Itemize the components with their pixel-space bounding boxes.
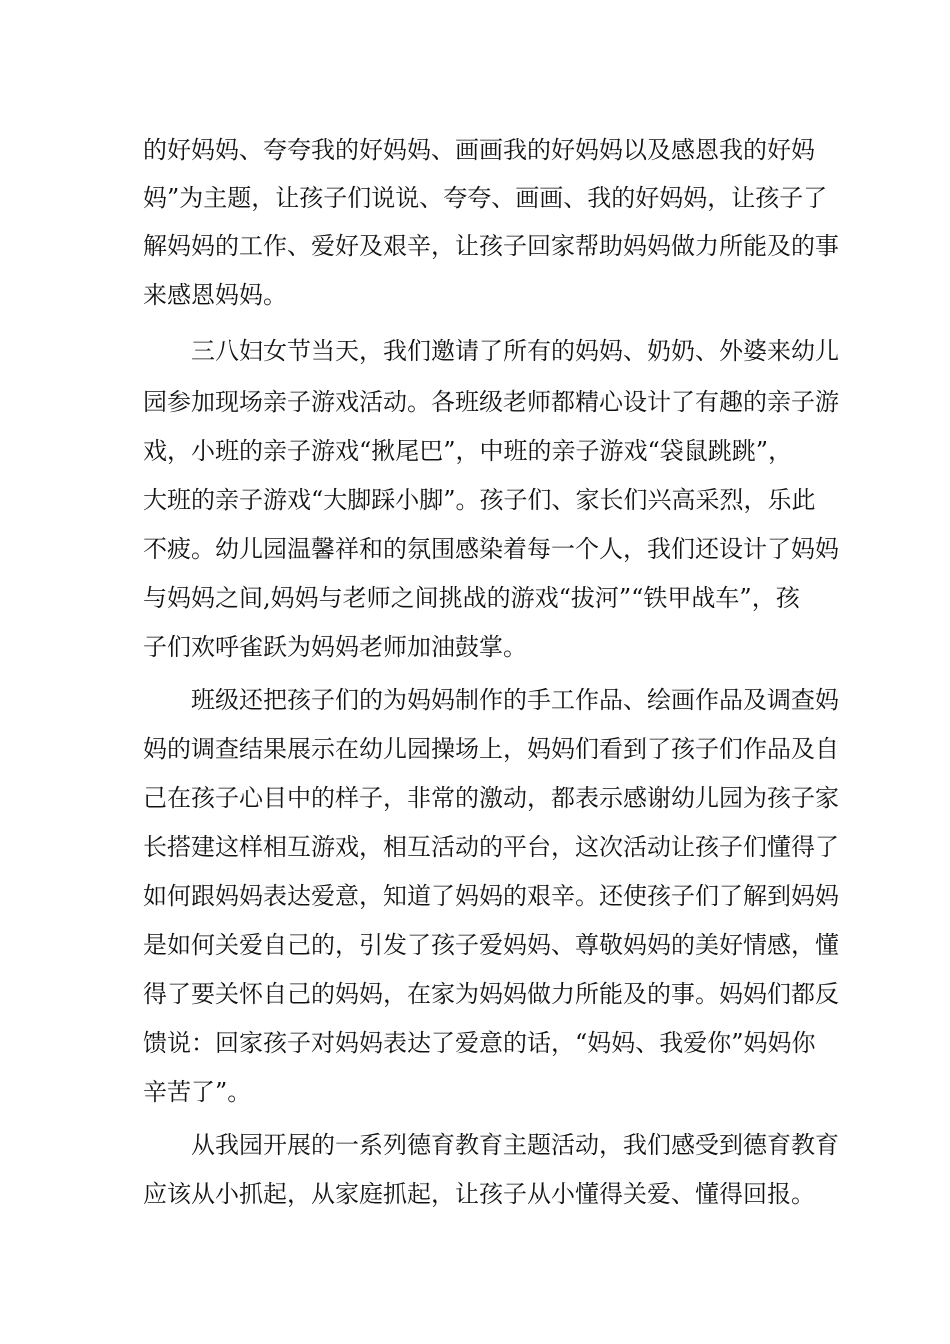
text-line: 大班的亲子游戏“大脚踩小脚”。孩子们、家长们兴高采烈，乐此	[143, 486, 816, 514]
text-line: 妈”为主题，让孩子们说说、夸夸、画画、我的好妈妈，让孩子了	[143, 184, 828, 212]
text-line: 园参加现场亲子游戏活动。各班级老师都精心设计了有趣的亲子游	[143, 388, 839, 416]
text-line: 来感恩妈妈。	[143, 281, 287, 309]
text-line: 馈说：回家孩子对妈妈表达了爱意的话，“妈妈、我爱你”妈妈你	[143, 1029, 816, 1057]
text-line: 应该从小抓起，从家庭抓起，让孩子从小懂得关爱、懂得回报。	[143, 1180, 815, 1208]
text-line: 的好妈妈、夸夸我的好妈妈、画画我的好妈妈以及感恩我的好妈	[143, 136, 815, 164]
text-line: 辛苦了”。	[143, 1078, 252, 1106]
text-line: 解妈妈的工作、爱好及艰辛，让孩子回家帮助妈妈做力所能及的事	[143, 232, 839, 260]
paragraph-first-line: 从我园开展的一系列德育教育主题活动，我们感受到德育教育	[191, 1131, 839, 1159]
paragraph-first-line: 班级还把孩子们的为妈妈制作的手工作品、绘画作品及调查妈	[191, 686, 839, 714]
text-line: 不疲。幼儿园温馨祥和的氛围感染着每一个人，我们还设计了妈妈	[143, 535, 839, 563]
text-line: 戏，小班的亲子游戏“揪尾巴”，中班的亲子游戏“袋鼠跳跳”，	[143, 437, 793, 465]
text-line: 己在孩子心目中的样子，非常的激动，都表示感谢幼儿园为孩子家	[143, 784, 839, 812]
text-line: 与妈妈之间,妈妈与老师之间挑战的游戏“拔河”“铁甲战车”，孩	[143, 584, 800, 612]
text-line: 妈的调查结果展示在幼儿园操场上，妈妈们看到了孩子们作品及自	[143, 735, 839, 763]
paragraph-first-line: 三八妇女节当天，我们邀请了所有的妈妈、奶奶、外婆来幼儿	[191, 337, 839, 365]
text-line: 如何跟妈妈表达爱意，知道了妈妈的艰辛。还使孩子们了解到妈妈	[143, 882, 839, 910]
text-line: 长搭建这样相互游戏，相互活动的平台，这次活动让孩子们懂得了	[143, 833, 839, 861]
text-line: 得了要关怀自己的妈妈，在家为妈妈做力所能及的事。妈妈们都反	[143, 980, 839, 1008]
text-line: 是如何关爱自己的，引发了孩子爱妈妈、尊敬妈妈的美好情感，懂	[143, 931, 839, 959]
text-line: 子们欢呼雀跃为妈妈老师加油鼓掌。	[143, 633, 527, 661]
